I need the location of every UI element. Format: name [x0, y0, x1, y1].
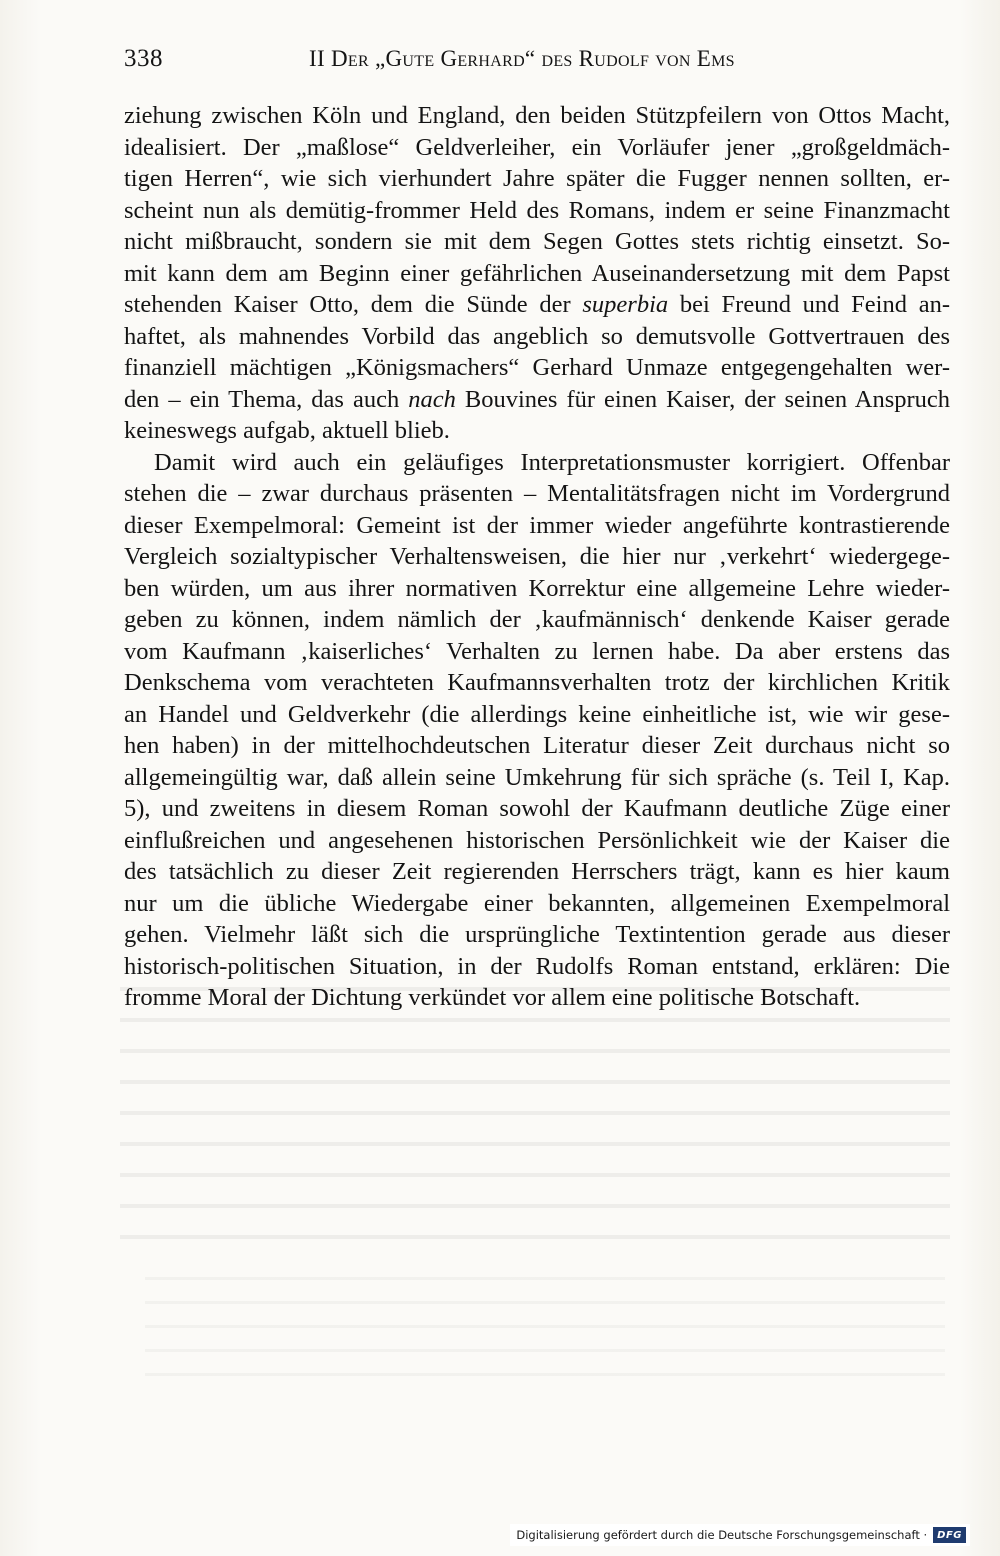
text-line: Damit wird auch ein geläufiges Interpretationsmuster korrigiert. Offenbar	[154, 448, 950, 476]
paragraph-2	[124, 447, 950, 1014]
text-line: fromme Moral der Dichtung verkündet vor allem eine politische Botschaft.	[124, 984, 861, 1011]
text-line: ben würden, um aus ihrer normativen Korrektur eine allgemeine Lehre wieder-	[124, 574, 950, 602]
dfg-logo: DFG	[933, 1527, 966, 1543]
text-line: nicht mißbraucht, sondern sie mit dem Segen Gottes stets richtig einsetzt. So-	[124, 228, 950, 255]
text-line: einflußreichen und angesehenen historischen Persönlichkeit wie der Kaiser die	[124, 826, 950, 854]
italic-term-nach: nach	[408, 385, 456, 413]
text-line: nur um die übliche Wiedergabe einer bekannten, allgemeinen Exempelmoral	[124, 889, 950, 917]
text-line: geben zu können, indem nämlich der ‚kaufmännisch‘ denkende Kaiser gerade	[124, 606, 950, 633]
text-line: allgemeingültig war, daß allein seine Umkehrung für sich spräche (s. Teil I, Kap.	[124, 763, 950, 791]
text-segment: den – ein Thema, das auch	[124, 385, 409, 413]
text-line: 5), und zweitens in diesem Roman sowohl der Kaufmann deutliche Züge einer	[124, 795, 950, 822]
text-line: mit kann dem am Beginn einer gefährlichen Auseinandersetzung mit dem Papst	[124, 259, 950, 287]
text-line: vom Kaufmann ‚kaiserliches‘ Verhalten zu lernen habe. Da aber erstens das	[124, 637, 950, 665]
chapter-header-title: II Der „Gute Gerhard“ des Rudolf von Ems	[309, 46, 735, 71]
text-line: Denkschema vom verachteten Kaufmannsverhalten trotz der kirchlichen Kritik	[124, 669, 950, 696]
text-line-with-italic	[124, 289, 950, 321]
text-line: hen haben) in der mittelhochdeutschen Literatur dieser Zeit durchaus nicht so	[124, 732, 950, 759]
page-number: 338	[124, 45, 163, 72]
text-line: keineswegs aufgab, aktuell blieb.	[124, 417, 450, 444]
text-line: stehen die – zwar durchaus präsenten – Mentalitätsfragen nicht im Vordergrund	[124, 480, 950, 507]
text-line: an Handel und Geldverkehr (die allerdings keine einheitliche ist, wie wir gese-	[124, 700, 950, 728]
text-line: des tatsächlich zu dieser Zeit regierenden Herrschers trägt, kann es hier kaum	[124, 858, 950, 885]
reverse-side-footnote-bleed-through	[145, 1260, 945, 1390]
credit-text: Digitalisierung gefördert durch die Deutsche Forschungsgemeinschaft ·	[516, 1528, 928, 1542]
text-line: idealisiert. Der „maßlose“ Geldverleiher, ein Vorläufer jener „großgeldmäch-	[124, 133, 950, 161]
body-text	[124, 100, 950, 1014]
digitization-credit	[510, 1524, 970, 1546]
text-segment: Bouvines für einen Kaiser, der seinen Anspruch	[455, 385, 951, 413]
text-line: scheint nun als demütig-frommer Held des Romans, indem er seine Finanzmacht	[124, 196, 950, 224]
text-line: historisch-politischen Situation, in der Rudolfs Roman entstand, erklären: Die	[124, 952, 950, 980]
italic-term-superbia: superbia	[582, 291, 669, 318]
text-segment: stehenden Kaiser Otto, dem die Sünde der	[124, 291, 583, 318]
text-line: gehen. Vielmehr läßt sich die ursprüngliche Textintention gerade aus dieser	[124, 921, 950, 948]
text-line: haftet, als mahnendes Vorbild das angeblich so demutsvolle Gottvertrauen des	[124, 322, 950, 350]
text-line: finanziell mächtigen „Königsmachers“ Gerhard Unmaze entgegengehalten wer-	[124, 354, 950, 381]
text-line: tigen Herren“, wie sich vierhundert Jahre später die Fugger nennen sollten, er-	[124, 165, 950, 192]
text-segment: bei Freund und Feind an-	[668, 291, 950, 318]
paragraph-1	[124, 100, 950, 447]
text-line-with-italic	[124, 384, 950, 416]
text-line: ziehung zwischen Köln und England, den beiden Stützpfeilern von Ottos Macht,	[124, 102, 950, 129]
running-head	[124, 44, 950, 78]
text-line: Vergleich sozialtypischer Verhaltensweisen, die hier nur ‚verkehrt‘ wiedergege-	[124, 543, 950, 570]
text-line: dieser Exempelmoral: Gemeint ist der immer wieder angeführte kontrastierende	[124, 511, 950, 539]
